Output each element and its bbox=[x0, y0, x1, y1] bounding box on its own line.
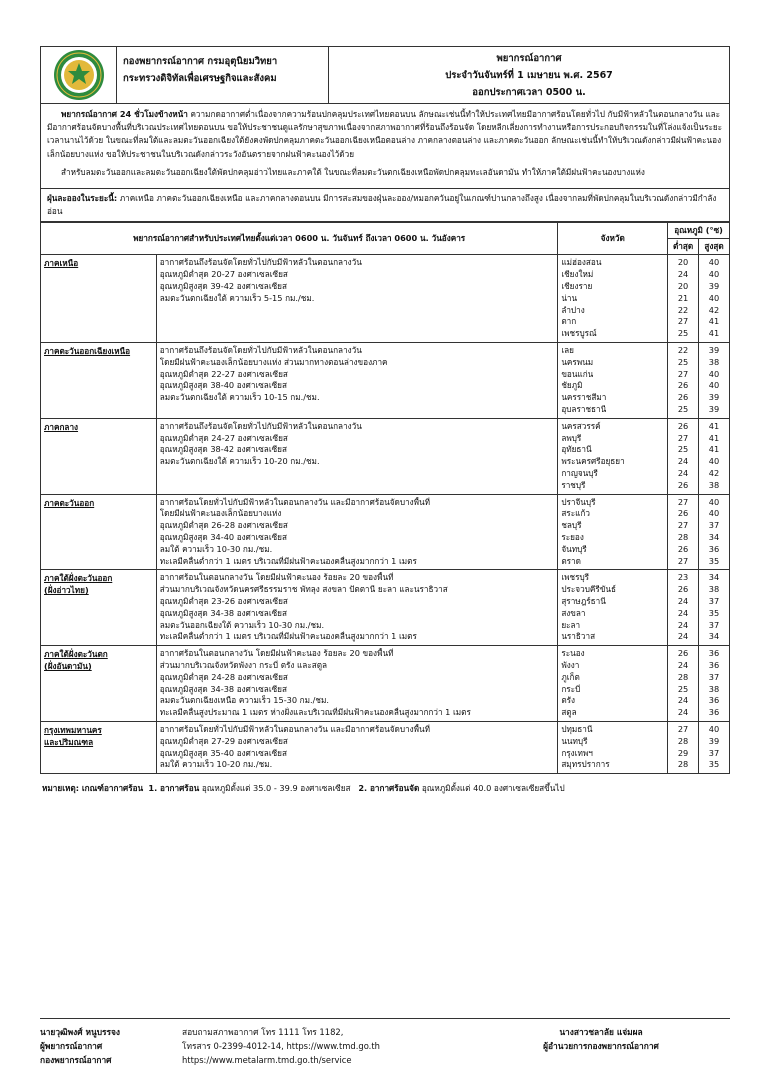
region-description-line: อุณหภูมิต่ำสุด 20-27 องศาเซลเซียส bbox=[159, 269, 288, 280]
min-temperature-line: 25 bbox=[677, 328, 689, 339]
province-line: ประจวบคีรีขันธ์ bbox=[561, 584, 616, 595]
forecast-document bbox=[40, 46, 730, 795]
title-line-1: พยากรณ์อากาศ bbox=[496, 53, 562, 64]
forecaster-division: กองพยากรณ์อากาศ bbox=[40, 1055, 112, 1065]
min-temperature-list bbox=[668, 494, 699, 570]
region-label: และปริมณฑล bbox=[44, 736, 94, 747]
province-line: นนทบุรี bbox=[561, 735, 588, 746]
region-name bbox=[41, 646, 157, 722]
max-temperature-line: 37 bbox=[708, 747, 720, 758]
organization-name bbox=[117, 47, 329, 103]
province-line: เลย bbox=[561, 345, 574, 355]
min-temperature-line: 24 bbox=[677, 456, 689, 467]
contact-info bbox=[182, 1025, 472, 1067]
region-label: ภาคใต้ฝั่งตะวันออก bbox=[44, 573, 113, 584]
region-description-line: อุณหภูมิสูงสุด 38-42 องศาเซลเซียส bbox=[159, 444, 287, 455]
region-description-line: อากาศร้อนในตอนกลางวัน โดยมีฝนฟ้าคะนอง ร้อยละ 20 ของพื้นที่ bbox=[159, 572, 394, 583]
province-line: สุราษฎร์ธานี bbox=[561, 595, 606, 606]
min-temperature-line: 29 bbox=[677, 747, 689, 758]
forecast-paragraph-1-text: ความกดอากาศต่ำเนื่องจากความร้อนปกคลุมประเทศไทยตอนบน ลักษณะเช่นนี้ทำให้ประเทศไทยมีอากาศร้อนโดยทั่วไป กับมีฟ้าหลัวในตอนกลางวัน และมีอากาศร้อนจัดบางพื้นที่บริเวณประเทศไทยตอนบน ขอให้ประชาชนดูแลรักษาสุขภาพเนื่องจากสภาพอากาศที่ร้อนถึงร้อนจัด โดยหลีกเลี่ยงการทำงานหรือการประกอบกิจกรรมในที่โล่งแจ้งเป็นระยะเวลานานไว้ด้วย ในขณะที่ลมใต้และลมตะวันออกเฉียงใต้ยังคงพัดปกคลุมภาคตะวันออกเฉียงเหนือตอนล่าง ภาคกลางตอนล่าง และภาคตะวันออก ลักษณะเช่นนี้ทำให้บริเวณดังกล่าวมีฝนฟ้าคะนองเล็กน้อยบางแห่ง ขอให้ประชาชนในบริเวณดังกล่าวระวังอันตรายจากฝนฟ้าคะนองไว้ด้วย bbox=[47, 109, 723, 159]
min-temperature-line: 22 bbox=[677, 304, 689, 315]
province-line: กรุงเทพฯ bbox=[561, 747, 593, 758]
forecast-paragraph-1 bbox=[47, 108, 723, 161]
min-temperature-line: 27 bbox=[677, 368, 689, 379]
province-line: ตาก bbox=[561, 316, 577, 327]
province-line: เพชรบุรี bbox=[561, 572, 590, 583]
max-temperature-line: 35 bbox=[708, 759, 720, 770]
min-temperature-line: 22 bbox=[677, 345, 689, 355]
table-header-province: จังหวัด bbox=[558, 223, 668, 255]
min-temperature-line: 26 bbox=[677, 584, 689, 595]
max-temperature-line: 34 bbox=[708, 631, 720, 642]
max-temperature-list bbox=[699, 721, 730, 773]
province-line: ปทุมธานี bbox=[561, 723, 593, 734]
province-line: นราธิวาส bbox=[561, 631, 596, 642]
province-line: พระนครศรีอยุธยา bbox=[561, 456, 625, 467]
region-name bbox=[41, 721, 157, 773]
min-temperature-line: 27 bbox=[677, 496, 689, 507]
region-row bbox=[41, 570, 730, 646]
province-line: เชียงราย bbox=[561, 281, 593, 292]
province-line: จันทบุรี bbox=[561, 543, 587, 554]
max-temperature-line: 37 bbox=[708, 619, 720, 630]
region-description bbox=[156, 255, 558, 343]
heat-criteria-note bbox=[40, 782, 730, 795]
max-temperature-line: 39 bbox=[708, 281, 720, 292]
max-temperature-line: 36 bbox=[708, 648, 720, 659]
min-temperature-line: 24 bbox=[677, 269, 689, 280]
max-temperature-line: 39 bbox=[708, 345, 720, 355]
note-item-2-label: 2. อากาศร้อนจัด bbox=[358, 783, 420, 794]
org-line-1: กองพยากรณ์อากาศ กรมอุตุนิยมวิทยา bbox=[123, 56, 278, 67]
province-line: สตูล bbox=[561, 707, 577, 718]
province-list bbox=[558, 418, 668, 494]
region-row bbox=[41, 721, 730, 773]
region-description-line: ลมใต้ ความเร็ว 10-30 กม./ชม. bbox=[159, 543, 273, 554]
director-signature bbox=[472, 1025, 730, 1067]
max-temperature-line: 40 bbox=[708, 269, 720, 280]
province-line: ปราจีนบุรี bbox=[561, 496, 596, 507]
max-temperature-list bbox=[699, 570, 730, 646]
min-temperature-line: 20 bbox=[677, 281, 689, 292]
contact-alert-url: https://www.metalarm.tmd.go.th/service bbox=[182, 1055, 352, 1065]
min-temperature-line: 28 bbox=[677, 735, 689, 746]
min-temperature-list bbox=[668, 721, 699, 773]
region-description-line: อากาศร้อนโดยทั่วไปกับมีฟ้าหลัวในตอนกลางวัน และมีอากาศร้อนจัดบางพื้นที่ bbox=[159, 496, 431, 507]
province-line: แม่ฮ่องสอน bbox=[561, 257, 602, 268]
province-line: สมุทรปราการ bbox=[561, 759, 610, 770]
region-label: กรุงเทพมหานคร bbox=[44, 724, 102, 735]
province-line: นครพนม bbox=[561, 356, 594, 367]
min-temperature-line: 24 bbox=[677, 467, 689, 478]
min-temperature-line: 24 bbox=[677, 619, 689, 630]
max-temperature-line: 40 bbox=[708, 380, 720, 391]
max-temperature-line: 38 bbox=[708, 683, 720, 694]
max-temperature-line: 37 bbox=[708, 520, 720, 531]
region-description-line: อากาศร้อนถึงร้อนจัดโดยทั่วไปกับมีฟ้าหลัวในตอนกลางวัน bbox=[159, 345, 362, 355]
province-line: ระยอง bbox=[561, 531, 584, 542]
province-list bbox=[558, 255, 668, 343]
province-line: อุบลราชธานี bbox=[561, 403, 607, 414]
region-description-line: ส่วนมากบริเวณจังหวัดพังงา กระบี่ ตรัง และสตูล bbox=[159, 659, 328, 670]
region-description-line: อุณหภูมิต่ำสุด 22-27 องศาเซลเซียส bbox=[159, 368, 288, 379]
region-row bbox=[41, 494, 730, 570]
note-item-1-text: อุณหภูมิตั้งแต่ 35.0 - 39.9 องศาเซลเซียส bbox=[199, 783, 351, 794]
region-description-line: อากาศร้อนในตอนกลางวัน โดยมีฝนฟ้าคะนอง ร้อยละ 20 ของพื้นที่ bbox=[159, 648, 394, 659]
max-temperature-line: 40 bbox=[708, 257, 720, 268]
document-header bbox=[40, 46, 730, 104]
region-description-line: อุณหภูมิสูงสุด 34-38 องศาเซลเซียส bbox=[159, 683, 287, 694]
director-title: ผู้อำนวยการกองพยากรณ์อากาศ bbox=[543, 1041, 659, 1051]
min-temperature-list bbox=[668, 418, 699, 494]
min-temperature-line: 27 bbox=[677, 520, 689, 531]
region-description-line: ทะเลมีคลื่นต่ำกว่า 1 เมตร บริเวณที่มีฝนฟ้าคะนองคลื่นสูงมากกว่า 1 เมตร bbox=[159, 555, 417, 566]
region-description-line: อากาศร้อนโดยทั่วไปกับมีฟ้าหลัวในตอนกลางวัน และมีอากาศร้อนจัดบางพื้นที่ bbox=[159, 723, 431, 734]
region-description-line: อุณหภูมิต่ำสุด 27-29 องศาเซลเซียส bbox=[159, 735, 288, 746]
min-temperature-line: 27 bbox=[677, 432, 689, 443]
region-description-line: อุณหภูมิต่ำสุด 26-28 องศาเซลเซียส bbox=[159, 520, 288, 531]
region-name bbox=[41, 418, 157, 494]
province-line: ชลบุรี bbox=[561, 520, 582, 531]
min-temperature-line: 25 bbox=[677, 444, 689, 455]
province-list bbox=[558, 570, 668, 646]
dust-section bbox=[41, 188, 729, 221]
province-line: เพชรบูรณ์ bbox=[561, 328, 597, 339]
forecaster-name: นายวุฒิพงศ์ หนูบรรจง bbox=[40, 1027, 121, 1037]
title-line-2: ประจำวันจันทร์ที่ 1 เมษายน พ.ศ. 2567 bbox=[445, 70, 613, 81]
contact-fax-web: โทรสาร 0-2399-4012-14, https://www.tmd.go.th bbox=[182, 1041, 380, 1051]
max-temperature-line: 34 bbox=[708, 531, 720, 542]
region-name bbox=[41, 494, 157, 570]
min-temperature-line: 24 bbox=[677, 659, 689, 670]
note-item-1-label: 1. อากาศร้อน bbox=[148, 783, 200, 794]
province-line: สระแก้ว bbox=[561, 508, 590, 519]
org-line-2: กระทรวงดิจิทัลเพื่อเศรษฐกิจและสังคม bbox=[123, 73, 277, 84]
max-temperature-line: 36 bbox=[708, 707, 720, 718]
min-temperature-line: 21 bbox=[677, 292, 689, 303]
max-temperature-line: 38 bbox=[708, 356, 720, 367]
dust-heading: ฝุ่นละอองในระยะนี้: bbox=[47, 193, 118, 204]
region-description-line: อุณหภูมิสูงสุด 39-42 องศาเซลเซียส bbox=[159, 281, 287, 292]
min-temperature-line: 26 bbox=[677, 479, 689, 490]
max-temperature-line: 39 bbox=[708, 735, 720, 746]
region-label: (ฝั่งอันดามัน) bbox=[44, 661, 92, 672]
max-temperature-line: 40 bbox=[708, 368, 720, 379]
region-row bbox=[41, 255, 730, 343]
max-temperature-line: 41 bbox=[708, 432, 720, 443]
region-label: ภาคเหนือ bbox=[44, 258, 79, 269]
table-header-forecast: พยากรณ์อากาศสำหรับประเทศไทยตั้งแต่เวลา 0600 น. วันจันทร์ ถึงเวลา 0600 น. วันอังคาร bbox=[41, 223, 558, 255]
forecaster-title: ผู้พยากรณ์อากาศ bbox=[40, 1041, 103, 1051]
region-row bbox=[41, 343, 730, 419]
min-temperature-list bbox=[668, 646, 699, 722]
province-line: ตราด bbox=[561, 555, 581, 566]
region-description-line: อากาศร้อนถึงร้อนจัดโดยทั่วไปกับมีฟ้าหลัวในตอนกลางวัน bbox=[159, 257, 362, 268]
region-description-line: อุณหภูมิต่ำสุด 24-28 องศาเซลเซียส bbox=[159, 671, 288, 682]
contact-phone: สอบถามสภาพอากาศ โทร 1111 โทร 1182, bbox=[182, 1027, 344, 1037]
min-temperature-line: 24 bbox=[677, 595, 689, 606]
min-temperature-line: 28 bbox=[677, 671, 689, 682]
forecaster-signature bbox=[40, 1025, 182, 1067]
director-name: นางสาวชลาลัย แจ่มผล bbox=[559, 1027, 643, 1037]
max-temperature-line: 36 bbox=[708, 695, 720, 706]
region-description-line: อุณหภูมิสูงสุด 34-38 องศาเซลเซียส bbox=[159, 607, 287, 618]
min-temperature-line: 27 bbox=[677, 555, 689, 566]
max-temperature-line: 39 bbox=[708, 392, 720, 403]
min-temperature-line: 24 bbox=[677, 695, 689, 706]
region-description-line: ลมใต้ ความเร็ว 10-20 กม./ชม. bbox=[159, 759, 273, 770]
province-line: นครราชสีมา bbox=[561, 392, 607, 403]
province-list bbox=[558, 646, 668, 722]
max-temperature-line: 41 bbox=[708, 328, 720, 339]
table-header-max: สูงสุด bbox=[699, 239, 730, 255]
region-description-line: อุณหภูมิต่ำสุด 24-27 องศาเซลเซียส bbox=[159, 432, 288, 443]
min-temperature-line: 25 bbox=[677, 356, 689, 367]
region-description-line: ลมตะวันตกเฉียงใต้ ความเร็ว 10-15 กม./ชม. bbox=[159, 392, 320, 403]
note-label: หมายเหตุ: เกณฑ์อากาศร้อน bbox=[42, 783, 144, 794]
region-description bbox=[156, 646, 558, 722]
region-description-line: อุณหภูมิสูงสุด 38-40 องศาเซลเซียส bbox=[159, 380, 287, 391]
min-temperature-line: 26 bbox=[677, 380, 689, 391]
province-list bbox=[558, 343, 668, 419]
region-description-line: อุณหภูมิต่ำสุด 23-26 องศาเซลเซียส bbox=[159, 595, 288, 606]
table-header-temperature: อุณหภูมิ (°ซ) bbox=[668, 223, 730, 239]
region-label: (ฝั่งอ่าวไทย) bbox=[44, 585, 89, 596]
region-description-line: ลมตะวันตกเฉียงใต้ ความเร็ว 10-20 กม./ชม. bbox=[159, 456, 320, 467]
province-line: กระบี่ bbox=[561, 683, 581, 694]
logo-cell bbox=[41, 47, 117, 103]
province-line: พังงา bbox=[561, 659, 580, 670]
region-description-line: ทะเลมีคลื่นต่ำกว่า 1 เมตร บริเวณที่มีฝนฟ้าคะนองคลื่นสูงมากกว่า 1 เมตร bbox=[159, 631, 417, 642]
max-temperature-line: 35 bbox=[708, 607, 720, 618]
province-line: ตรัง bbox=[561, 695, 576, 706]
note-item-2-text: อุณหภูมิตั้งแต่ 40.0 องศาเซลเซียสขึ้นไป bbox=[419, 783, 565, 794]
max-temperature-line: 41 bbox=[708, 316, 720, 327]
max-temperature-list bbox=[699, 255, 730, 343]
province-line: ลำปาง bbox=[561, 304, 585, 315]
max-temperature-line: 40 bbox=[708, 496, 720, 507]
region-label: ภาคใต้ฝั่งตะวันตก bbox=[44, 649, 108, 660]
region-description-line: ลมตะวันตกเฉียงใต้ ความเร็ว 5-15 กม./ชม. bbox=[159, 292, 315, 303]
region-description-line: อุณหภูมิสูงสุด 34-40 องศาเซลเซียส bbox=[159, 531, 287, 542]
region-description bbox=[156, 721, 558, 773]
region-label: ภาคตะวันออกเฉียงเหนือ bbox=[44, 346, 131, 356]
document-title bbox=[329, 47, 729, 103]
max-temperature-line: 40 bbox=[708, 292, 720, 303]
max-temperature-line: 40 bbox=[708, 456, 720, 467]
province-line: ยะลา bbox=[561, 619, 581, 630]
region-name bbox=[41, 570, 157, 646]
region-description bbox=[156, 343, 558, 419]
region-row bbox=[41, 646, 730, 722]
max-temperature-line: 36 bbox=[708, 543, 720, 554]
min-temperature-line: 27 bbox=[677, 316, 689, 327]
max-temperature-line: 41 bbox=[708, 420, 720, 431]
max-temperature-line: 37 bbox=[708, 595, 720, 606]
forecast-heading: พยากรณ์อากาศ 24 ชั่วโมงข้างหน้า bbox=[61, 109, 188, 119]
min-temperature-line: 26 bbox=[677, 543, 689, 554]
min-temperature-line: 24 bbox=[677, 607, 689, 618]
min-temperature-line: 26 bbox=[677, 420, 689, 431]
max-temperature-list bbox=[699, 646, 730, 722]
region-label: ภาคตะวันออก bbox=[44, 497, 95, 508]
regional-forecast-table bbox=[40, 222, 730, 774]
region-description-line: ลมตะวันออกเฉียงใต้ ความเร็ว 10-30 กม./ชม. bbox=[159, 619, 325, 630]
region-label: ภาคกลาง bbox=[44, 421, 79, 432]
max-temperature-line: 42 bbox=[708, 467, 720, 478]
max-temperature-line: 34 bbox=[708, 572, 720, 583]
province-line: ชัยภูมิ bbox=[561, 380, 583, 391]
max-temperature-line: 39 bbox=[708, 403, 720, 414]
max-temperature-line: 35 bbox=[708, 555, 720, 566]
province-list bbox=[558, 494, 668, 570]
min-temperature-line: 24 bbox=[677, 707, 689, 718]
table-header-min: ต่ำสุด bbox=[668, 239, 699, 255]
min-temperature-line: 23 bbox=[677, 572, 689, 583]
max-temperature-line: 37 bbox=[708, 671, 720, 682]
province-list bbox=[558, 721, 668, 773]
max-temperature-line: 40 bbox=[708, 723, 720, 734]
min-temperature-line: 27 bbox=[677, 723, 689, 734]
province-line: น่าน bbox=[561, 292, 578, 303]
region-name bbox=[41, 255, 157, 343]
region-description bbox=[156, 494, 558, 570]
region-description-line: ทะเลมีคลื่นสูงประมาณ 1 เมตร ห่างฝั่งและบริเวณที่มีฝนฟ้าคะนองคลื่นสูงมากกว่า 1 เมตร bbox=[159, 707, 471, 718]
max-temperature-line: 40 bbox=[708, 508, 720, 519]
min-temperature-line: 28 bbox=[677, 759, 689, 770]
min-temperature-list bbox=[668, 343, 699, 419]
region-description bbox=[156, 418, 558, 494]
province-line: ราชบุรี bbox=[561, 479, 586, 490]
title-line-3: ออกประกาศเวลา 0500 น. bbox=[472, 87, 586, 98]
max-temperature-list bbox=[699, 494, 730, 570]
min-temperature-line: 28 bbox=[677, 531, 689, 542]
min-temperature-line: 24 bbox=[677, 631, 689, 642]
max-temperature-list bbox=[699, 343, 730, 419]
region-description-line: ส่วนมากบริเวณจังหวัดนครศรีธรรมราช พัทลุง สงขลา ปัตตานี ยะลา และนราธิวาส bbox=[159, 584, 448, 595]
province-line: เชียงใหม่ bbox=[561, 269, 594, 280]
province-line: อุทัยธานี bbox=[561, 444, 592, 455]
province-line: สงขลา bbox=[561, 607, 586, 618]
max-temperature-line: 38 bbox=[708, 584, 720, 595]
province-line: ภูเก็ต bbox=[561, 671, 580, 682]
forecast-paragraph-2: สำหรับลมตะวันออกและลมตะวันออกเฉียงใต้พัดปกคลุมอ่าวไทยและภาคใต้ ในขณะที่ลมตะวันตกเฉียงเหนือพัดปกคลุมทะเลอันดามัน ทำให้ภาคใต้มีฝนฟ้าคะนองบางแห่ง bbox=[61, 166, 645, 177]
region-description-line: ลมตะวันตกเฉียงเหนือ ความเร็ว 15-30 กม./ชม. bbox=[159, 695, 329, 706]
province-line: กาญจนบุรี bbox=[561, 467, 598, 478]
region-description-line: โดยมีฝนฟ้าคะนองเล็กน้อยบางแห่ง ส่วนมากทางตอนล่างของภาค bbox=[159, 356, 388, 367]
min-temperature-line: 26 bbox=[677, 648, 689, 659]
document-footer bbox=[40, 1018, 730, 1067]
min-temperature-line: 25 bbox=[677, 683, 689, 694]
max-temperature-line: 42 bbox=[708, 304, 720, 315]
max-temperature-line: 38 bbox=[708, 479, 720, 490]
forecast-summary bbox=[40, 104, 730, 222]
max-temperature-line: 36 bbox=[708, 659, 720, 670]
dust-text: ภาคเหนือ ภาคตะวันออกเฉียงเหนือ และภาคกลางตอนบน มีการสะสมของฝุ่นละออง/หมอกควันอยู่ในเกณฑ์ปานกลางถึงสูง เนื่องจากลมที่พัดปกคลุมในบริเวณดังกล่าวมีกำลังอ่อน bbox=[47, 193, 717, 217]
province-line: ระนอง bbox=[561, 648, 585, 659]
min-temperature-line: 25 bbox=[677, 403, 689, 414]
province-line: นครสวรรค์ bbox=[561, 420, 601, 431]
region-description-line: อากาศร้อนถึงร้อนจัดโดยทั่วไปกับมีฟ้าหลัวในตอนกลางวัน bbox=[159, 420, 362, 431]
min-temperature-list bbox=[668, 570, 699, 646]
min-temperature-line: 20 bbox=[677, 257, 689, 268]
province-line: ขอนแก่น bbox=[561, 368, 594, 379]
region-row bbox=[41, 418, 730, 494]
region-description-line: โดยมีฝนฟ้าคะนองเล็กน้อยบางแห่ง bbox=[159, 508, 282, 519]
region-description bbox=[156, 570, 558, 646]
tmd-logo bbox=[53, 49, 105, 101]
min-temperature-line: 26 bbox=[677, 508, 689, 519]
region-name bbox=[41, 343, 157, 419]
max-temperature-line: 41 bbox=[708, 444, 720, 455]
province-line: ลพบุรี bbox=[561, 432, 582, 443]
max-temperature-list bbox=[699, 418, 730, 494]
region-description-line: อุณหภูมิสูงสุด 35-40 องศาเซลเซียส bbox=[159, 747, 287, 758]
min-temperature-line: 26 bbox=[677, 392, 689, 403]
min-temperature-list bbox=[668, 255, 699, 343]
